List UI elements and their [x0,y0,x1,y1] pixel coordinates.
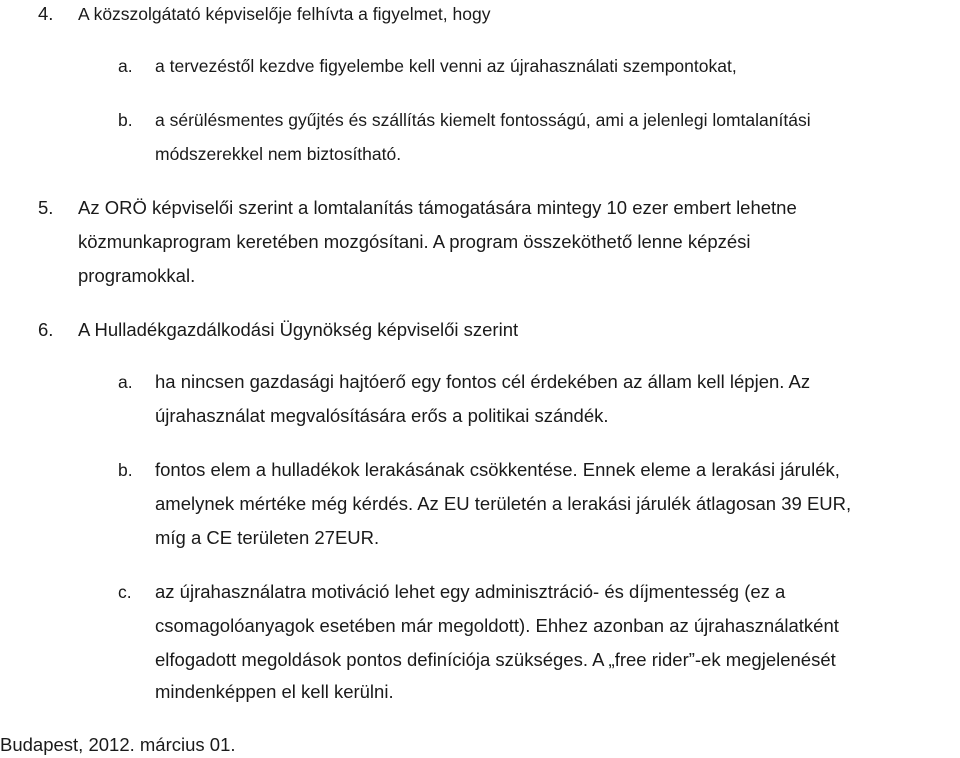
item-6-text: A Hulladékgazdálkodási Ügynökség képviselői szerint [78,319,519,340]
item-6a-label: a. [118,372,133,392]
item-5-number: 5. [38,197,54,218]
item-4a-line-1: a tervezéstől kezdve figyelembe kell venni az újrahasználati szempontokat, [155,56,737,76]
item-4b-line-2: módszerekkel nem biztosítható. [155,144,402,164]
item-6a-line-1: ha nincsen gazdasági hajtóerő egy fontos cél érdekében az állam kell lépjen. Az [155,371,811,392]
item-6b-label: b. [118,460,133,480]
item-6c-line-2: csomagolóanyagok esetében már megoldott). Ehhez azonban az újrahasználatként [155,615,839,636]
item-5-line-1: Az ORÖ képviselői szerint a lomtalanítás támogatására mintegy 10 ezer embert lehetne [78,197,797,218]
item-4b-line-1: a sérülésmentes gyűjtés és szállítás kiemelt fontosságú, ami a jelenlegi lomtalanítási [155,110,811,130]
item-4-text: A közszolgátató képviselője felhívta a figyelmet, hogy [78,4,491,24]
item-6c-line-3: elfogadott megoldások pontos definíciója szükséges. A „free rider”-ek megjelenését [155,649,836,670]
item-6b-line-3: míg a CE területen 27EUR. [155,527,380,548]
item-6b-line-1: fontos elem a hulladékok lerakásának csökkentése. Ennek eleme a lerakási járulék, [155,459,840,480]
item-6b-line-2: amelynek mértéke még kérdés. Az EU területén a lerakási járulék átlagosan 39 EUR, [155,493,852,514]
item-6-number: 6. [38,319,54,340]
item-6c-label: c. [118,582,132,602]
item-6c-line-1: az újrahasználatra motiváció lehet egy adminisztráció- és díjmentesség (ez a [155,581,786,602]
date-line: Budapest, 2012. március 01. [0,734,236,755]
item-6a-line-2: újrahasználat megvalósítására erős a politikai szándék. [155,405,609,426]
item-4a-label: a. [118,56,133,76]
item-4-number: 4. [38,3,54,24]
item-6c-line-4: mindenképpen el kell kerülni. [155,681,394,702]
item-4b-label: b. [118,110,133,130]
item-5-line-2: közmunkaprogram keretében mozgósítani. A program összeköthető lenne képzési [78,231,751,252]
item-5-line-3: programokkal. [78,265,196,286]
